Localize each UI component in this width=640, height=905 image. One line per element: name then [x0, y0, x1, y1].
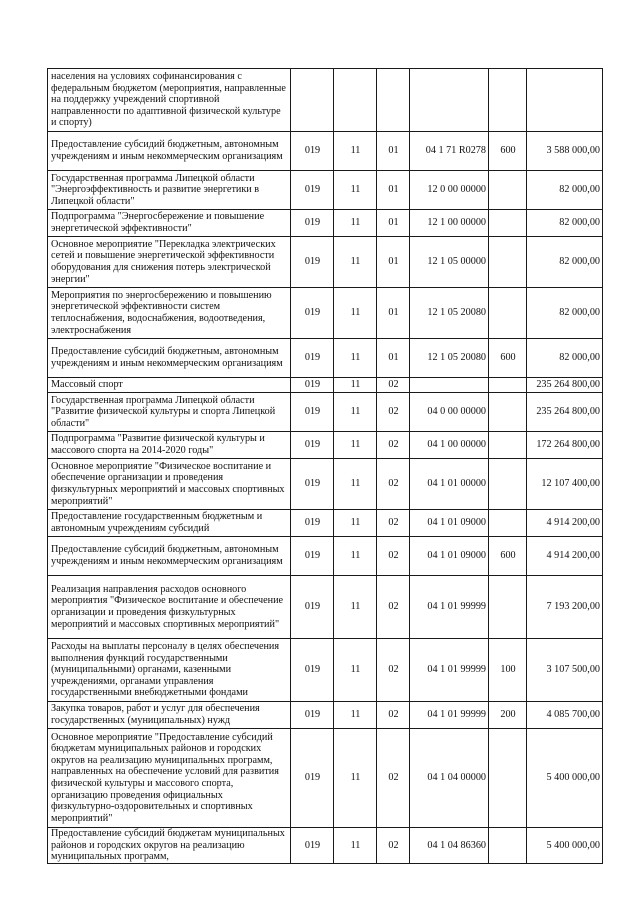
row-ved-code: 019: [291, 171, 334, 210]
table-row: [48, 210, 603, 237]
row-target-article: 04 1 01 99999: [410, 576, 489, 639]
row-name-cell: Предоставление государственным бюджетным и автономным учреждениям субсидий: [48, 510, 291, 537]
row-ved-code: 019: [291, 393, 334, 432]
row-name-cell: Основное мероприятие "Физическое воспитание и обеспечение организации и проведения физкультурных мероприятий и массовых спортивных мероприятий": [48, 459, 291, 510]
row-ved-code: 019: [291, 132, 334, 171]
row-ved-code: 019: [291, 702, 334, 729]
row-name-cell: Государственная программа Липецкой области "Энергоэффективность и развитие энергетики в Липецкой области": [48, 171, 291, 210]
row-ved-code: 019: [291, 828, 334, 864]
row-amount: 5 400 000,00: [527, 729, 603, 828]
row-expense-type: 100: [489, 639, 527, 702]
document-page: [47, 68, 602, 864]
row-subsection-code: 02: [377, 537, 410, 576]
row-target-article: 12 1 00 00000: [410, 210, 489, 237]
row-expense-type: [489, 237, 527, 288]
row-section-code: 11: [334, 132, 377, 171]
row-target-article: 12 1 05 20080: [410, 288, 489, 339]
row-amount: 82 000,00: [527, 210, 603, 237]
row-name-cell: Подпрограмма "Энергосбережение и повышение энергетической эффективности": [48, 210, 291, 237]
row-ved-code: 019: [291, 537, 334, 576]
row-target-article: [410, 378, 489, 393]
row-expense-type: 600: [489, 339, 527, 378]
row-expense-type: [489, 510, 527, 537]
row-target-article: 04 1 71 R0278: [410, 132, 489, 171]
row-subsection-code: 01: [377, 171, 410, 210]
row-section-code: 11: [334, 729, 377, 828]
row-amount: 4 914 200,00: [527, 537, 603, 576]
row-amount: 82 000,00: [527, 237, 603, 288]
row-ved-code: 019: [291, 210, 334, 237]
row-section-code: 11: [334, 171, 377, 210]
row-expense-type: [489, 171, 527, 210]
row-section-code: 11: [334, 537, 377, 576]
row-section-code: 11: [334, 210, 377, 237]
row-expense-type: [489, 828, 527, 864]
table-row: [48, 288, 603, 339]
row-amount: 7 193 200,00: [527, 576, 603, 639]
row-subsection-code: 02: [377, 729, 410, 828]
row-ved-code: 019: [291, 510, 334, 537]
row-section-code: 11: [334, 510, 377, 537]
row-subsection-code: 01: [377, 132, 410, 171]
row-target-article: 04 0 00 00000: [410, 393, 489, 432]
row-ved-code: 019: [291, 288, 334, 339]
row-expense-type: 600: [489, 132, 527, 171]
row-target-article: 04 1 04 86360: [410, 828, 489, 864]
row-subsection-code: 02: [377, 828, 410, 864]
row-name-cell: Реализация направления расходов основного мероприятия "Физическое воспитание и обеспечение организации и проведения физкультурных мероприятий и массовых спортивных мероприятий": [48, 576, 291, 639]
row-target-article: 04 1 00 00000: [410, 432, 489, 459]
row-subsection-code: 02: [377, 432, 410, 459]
row-name-cell: Основное мероприятие "Перекладка электрических сетей и повышение энергетической эффективности оборудования для снижения потерь электрической энергии": [48, 237, 291, 288]
row-amount: 82 000,00: [527, 171, 603, 210]
row-section-code: 11: [334, 639, 377, 702]
row-expense-type: [489, 459, 527, 510]
row-target-article: 04 1 04 00000: [410, 729, 489, 828]
budget-table: [47, 68, 603, 864]
row-section-code: 11: [334, 393, 377, 432]
row-subsection-code: 02: [377, 393, 410, 432]
row-amount: 4 085 700,00: [527, 702, 603, 729]
row-section-code: 11: [334, 432, 377, 459]
budget-table-body: [48, 69, 603, 864]
row-subsection-code: 01: [377, 237, 410, 288]
row-section-code: 11: [334, 378, 377, 393]
row-expense-type: [489, 729, 527, 828]
row-section-code: 11: [334, 339, 377, 378]
row-name-cell: Основное мероприятие "Предоставление субсидий бюджетам муниципальных районов и городских округов на реализацию муниципальных программ, направленных на обеспечение условий для развития физической культуры и массового спорта, организацию проведения официальных физкультурно-оздоровительных и спортивных мероприятий": [48, 729, 291, 828]
table-row: [48, 828, 603, 864]
row-amount: 235 264 800,00: [527, 393, 603, 432]
row-expense-type: [489, 393, 527, 432]
row-name-cell: Предоставление субсидий бюджетным, автономным учреждениям и иным некоммерческим организациям: [48, 537, 291, 576]
table-row: [48, 432, 603, 459]
table-row: [48, 537, 603, 576]
table-row: [48, 576, 603, 639]
row-amount: 5 400 000,00: [527, 828, 603, 864]
row-ved-code: 019: [291, 729, 334, 828]
table-row: [48, 237, 603, 288]
row-subsection-code: 02: [377, 639, 410, 702]
row-subsection-code: 02: [377, 702, 410, 729]
row-amount: 12 107 400,00: [527, 459, 603, 510]
row-name-cell: Государственная программа Липецкой области "Развитие физической культуры и спорта Липецкой области": [48, 393, 291, 432]
row-section-code: 11: [334, 237, 377, 288]
row-name-cell: Массовый спорт: [48, 378, 291, 393]
row-section-code: 11: [334, 828, 377, 864]
row-expense-type: 200: [489, 702, 527, 729]
row-amount: 172 264 800,00: [527, 432, 603, 459]
row-ved-code: [291, 69, 334, 132]
row-subsection-code: [377, 69, 410, 132]
row-expense-type: [489, 288, 527, 339]
row-target-article: 12 0 00 00000: [410, 171, 489, 210]
row-section-code: [334, 69, 377, 132]
row-target-article: 04 1 01 99999: [410, 702, 489, 729]
row-section-code: 11: [334, 459, 377, 510]
table-row: [48, 69, 603, 132]
row-amount: [527, 69, 603, 132]
table-row: [48, 132, 603, 171]
table-row: [48, 729, 603, 828]
row-subsection-code: 02: [377, 378, 410, 393]
row-amount: 82 000,00: [527, 288, 603, 339]
row-target-article: 04 1 01 99999: [410, 639, 489, 702]
row-expense-type: [489, 378, 527, 393]
row-expense-type: [489, 69, 527, 132]
table-row: [48, 639, 603, 702]
row-name-cell: Закупка товаров, работ и услуг для обеспечения государственных (муниципальных) нужд: [48, 702, 291, 729]
row-ved-code: 019: [291, 459, 334, 510]
row-subsection-code: 02: [377, 459, 410, 510]
table-row: [48, 702, 603, 729]
table-row: [48, 459, 603, 510]
row-target-article: 04 1 01 00000: [410, 459, 489, 510]
row-name-cell: Мероприятия по энергосбережению и повышению энергетической эффективности систем теплоснабжения, водоснабжения, водоотведения, электроснабжения: [48, 288, 291, 339]
row-amount: 3 107 500,00: [527, 639, 603, 702]
table-row: [48, 339, 603, 378]
row-expense-type: [489, 210, 527, 237]
row-section-code: 11: [334, 702, 377, 729]
row-name-cell: Предоставление субсидий бюджетным, автономным учреждениям и иным некоммерческим организациям: [48, 132, 291, 171]
table-row: [48, 393, 603, 432]
row-amount: 235 264 800,00: [527, 378, 603, 393]
row-subsection-code: 01: [377, 339, 410, 378]
row-target-article: [410, 69, 489, 132]
table-row: [48, 510, 603, 537]
row-expense-type: 600: [489, 537, 527, 576]
row-name-cell: Подпрограмма "Развитие физической культуры и массового спорта на 2014-2020 годы": [48, 432, 291, 459]
row-amount: 4 914 200,00: [527, 510, 603, 537]
table-row: [48, 171, 603, 210]
row-subsection-code: 02: [377, 576, 410, 639]
row-subsection-code: 02: [377, 510, 410, 537]
row-expense-type: [489, 432, 527, 459]
row-target-article: 12 1 05 00000: [410, 237, 489, 288]
row-ved-code: 019: [291, 378, 334, 393]
row-ved-code: 019: [291, 639, 334, 702]
row-expense-type: [489, 576, 527, 639]
row-name-cell: Предоставление субсидий бюджетным, автономным учреждениям и иным некоммерческим организациям: [48, 339, 291, 378]
row-target-article: 04 1 01 09000: [410, 537, 489, 576]
row-ved-code: 019: [291, 339, 334, 378]
row-target-article: 12 1 05 20080: [410, 339, 489, 378]
row-section-code: 11: [334, 288, 377, 339]
table-row: [48, 378, 603, 393]
row-ved-code: 019: [291, 576, 334, 639]
row-amount: 3 588 000,00: [527, 132, 603, 171]
row-amount: 82 000,00: [527, 339, 603, 378]
row-ved-code: 019: [291, 432, 334, 459]
row-name-cell: Предоставление субсидий бюджетам муниципальных районов и городских округов на реализацию муниципальных программ,: [48, 828, 291, 864]
row-section-code: 11: [334, 576, 377, 639]
row-name-cell: Расходы на выплаты персоналу в целях обеспечения выполнения функций государственными (муниципальными) органами, казенными учреждениями, органами управления государственными внебюджетными фондами: [48, 639, 291, 702]
row-name-cell: населения на условиях софинансирования с федеральным бюджетом (мероприятия, направленные на поддержку учреждений спортивной направленности по адаптивной физической культуре и спорту): [48, 69, 291, 132]
row-subsection-code: 01: [377, 288, 410, 339]
row-subsection-code: 01: [377, 210, 410, 237]
row-target-article: 04 1 01 09000: [410, 510, 489, 537]
row-ved-code: 019: [291, 237, 334, 288]
